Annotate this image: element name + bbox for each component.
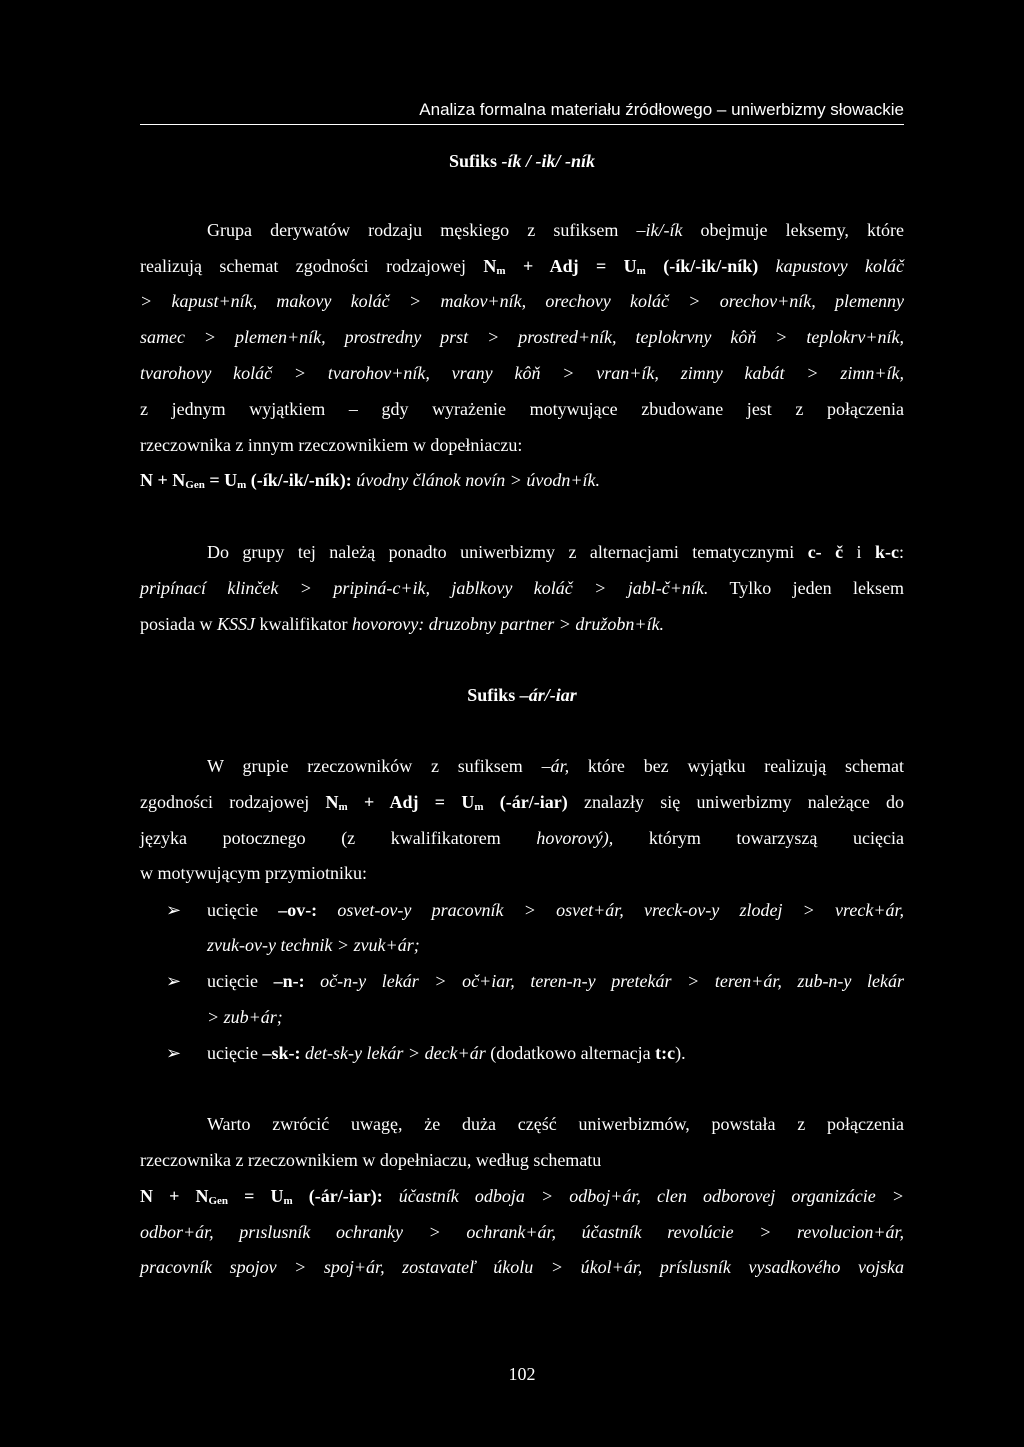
arrow-bullet-icon: ➢ — [166, 971, 182, 991]
para4-line1: Warto zwrócić uwagę, że duża część uniwerbizmów, powstała z połączenia — [207, 1114, 904, 1134]
bullet2-line2: > zub+ár; — [207, 1007, 283, 1027]
para1-line3: > kapust+ník, makovy koláč > makov+ník, orechovy koláč > orechov+ník, plemenny — [140, 291, 904, 311]
section-heading-ar: Sufiks –ár/-iar — [467, 685, 577, 705]
para2-line1: Do grupy tej należą ponadto uniwerbizmy z alternacjami tematycznymi c- č i k-c: — [207, 542, 904, 562]
section-heading-ik: Sufiks -ík / -ik/ -ník — [448, 151, 596, 171]
para3-line2: zgodności rodzajowej $N_m$ + Adj = $U_m$ (-ár/-iar) znalazły się uniwerbizmy należące do — [140, 792, 904, 813]
bullet3-line1: ucięcie –sk-: det-sk-y lekár > deck+ár (dodatkowo alternacja t:c). — [207, 1043, 686, 1063]
para2-line3: posiada w KSSJ kwalifikator hovorovy: druzobny partner > družobn+ík. — [140, 614, 665, 634]
para4-line3: $N + N_{Gen} = U_m$ (-ár/-iar): účastník odboja > odboj+ár, clen odborovej organizácie > — [140, 1186, 904, 1207]
arrow-bullet-icon: ➢ — [166, 900, 182, 920]
para1-line5: tvarohovy koláč > tvarohov+ník, vrany kôň > vran+ík, zimny kabát > zimn+ík, — [140, 363, 904, 383]
para1-line6: z jednym wyjątkiem – gdy wyrażenie motywujące zbudowane jest z połączenia — [140, 399, 904, 419]
para1-line1: Grupa derywatów rodzaju męskiego z sufiksem –ik/-ík obejmuje leksemy, które — [207, 220, 904, 240]
para3-line1: W grupie rzeczowników z sufiksem –ár, które bez wyjątku realizują schemat — [207, 756, 904, 776]
para3-line3: języka potocznego (z kwalifikatorem hovorový), którym towarzyszą ucięcia — [140, 828, 904, 848]
para1-line4: samec > plemen+ník, prostredny prst > prostred+ník, teplokrvny kôň > teplokrv+ník, — [140, 327, 904, 347]
bullet2-line1: ucięcie –n-: oč-n-y lekár > oč+iar, teren-n-y pretekár > teren+ár, zub-n-y lekár — [207, 971, 905, 991]
para1-line7: rzeczownika z innym rzeczownikiem w dopełniaczu: — [140, 435, 523, 455]
bullet1-line2: zvuk-ov-y technik > zvuk+ár; — [207, 935, 420, 955]
para4-line4: odbor+ár, prıslusník ochranky > ochrank+ár, účastník revolúcie > revolucion+ár, — [140, 1222, 904, 1242]
para3-line4: w motywującym przymiotniku: — [140, 863, 367, 883]
bullet1-line1: ucięcie –ov-: osvet-ov-y pracovník > osvet+ár, vreck-ov-y zlodej > vreck+ár, — [207, 900, 904, 920]
header-rule — [140, 124, 904, 125]
para4-line5: pracovník spojov > spoj+ár, zostavateľ úkolu > úkol+ár, príslusník vysadkového vojska — [140, 1257, 904, 1277]
page-number: 102 — [508, 1364, 536, 1384]
arrow-bullet-icon: ➢ — [166, 1043, 182, 1063]
para4-line2: rzeczownika z rzeczownikiem w dopełniaczu, według schematu — [140, 1150, 602, 1170]
page-header: Analiza formalna materiału źródłowego – uniwerbizmy słowackie — [419, 100, 904, 119]
para2-line2: pripínací klinček > pripiná-c+ik, jablkovy koláč > jabl-č+ník. Tylko jeden leksem — [140, 578, 904, 598]
para1-line2: realizują schemat zgodności rodzajowej $N_m$ + Adj = $U_m$ (-ík/-ik/-ník) kapustovy koláč — [140, 256, 904, 277]
formula-line: $N + N_{Gen} = U_m$ (-ík/-ik/-ník): úvodny článok novín > úvodn+ík. — [140, 470, 601, 491]
